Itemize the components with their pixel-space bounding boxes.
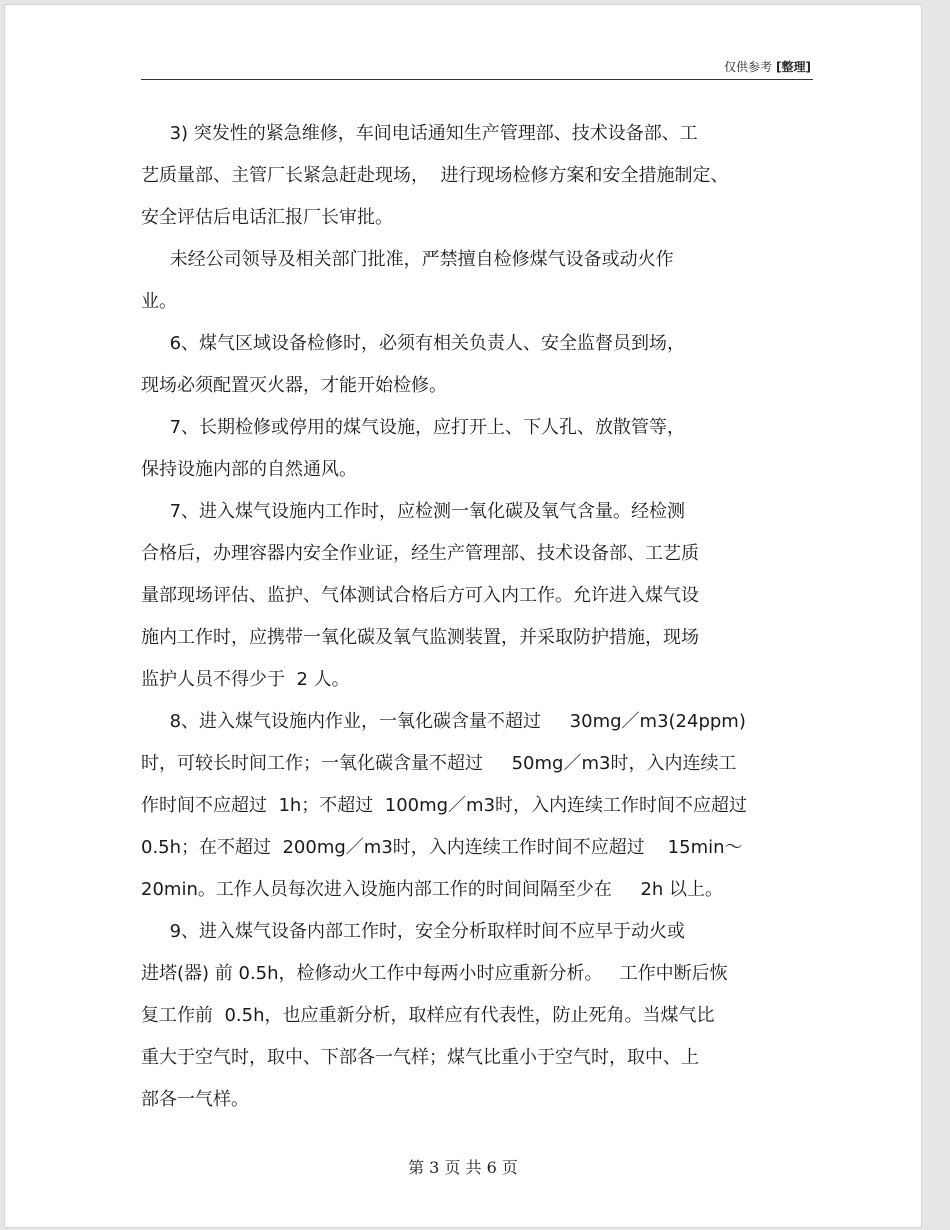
body-line: 部各一气样。 (141, 1089, 249, 1110)
body-line: 安全评估后电话汇报厂长审批。 (141, 207, 393, 228)
header-divider (141, 79, 813, 80)
header-tag: [整理] (776, 60, 811, 74)
page-number-footer: 第 3 页 共 6 页 (408, 1158, 518, 1177)
header-note (724, 58, 811, 75)
header-note-text: 仅供参考 (724, 60, 773, 74)
document-page (4, 4, 922, 1228)
body-line: 7、长期检修或停用的煤气设施，应打开上、下人孔、放散管等， (141, 417, 686, 438)
body-line: 时，可较长时间工作；一氧化碳含量不超过 50mg／m3时，入内连续工 (141, 753, 737, 774)
body-line: 量部现场评估、监护、气体测试合格后方可入内工作。允许进入煤气设 (141, 585, 699, 606)
body-line: 进塔(器) 前 0.5h，检修动火工作中每两小时应重新分析。 工作中断后恢 (141, 963, 728, 984)
body-line: 20min。工作人员每次进入设施内部工作的时间间隔至少在 2h 以上。 (141, 879, 724, 900)
body-line: 合格后，办理容器内安全作业证，经生产管理部、技术设备部、工艺质 (141, 543, 699, 564)
body-line: 7、进入煤气设施内工作时，应检测一氧化碳及氧气含量。经检测 (141, 501, 686, 522)
body-line: 监护人员不得少于 2 人。 (141, 669, 350, 690)
body-line: 保持设施内部的自然通风。 (141, 459, 357, 480)
body-line: 6、煤气区域设备检修时，必须有相关负责人、安全监督员到场， (141, 333, 686, 354)
body-line: 未经公司领导及相关部门批准，严禁擅自检修煤气设备或动火作 (141, 249, 674, 270)
body-line: 重大于空气时，取中、下部各一气样；煤气比重小于空气时，取中、上 (141, 1047, 699, 1068)
body-line: 8、进入煤气设施内作业，一氧化碳含量不超过 30mg／m3(24ppm) (141, 711, 746, 732)
body-line: 0.5h；在不超过 200mg／m3时，入内连续工作时间不应超过 15min～ (141, 837, 743, 858)
body-line: 作时间不应超过 1h；不超过 100mg／m3时，入内连续工作时间不应超过 (141, 795, 748, 816)
body-line: 9、进入煤气设备内部工作时，安全分析取样时间不应早于动火或 (141, 921, 686, 942)
body-line: 艺质量部、主管厂长紧急赶赴现场， 进行现场检修方案和安全措施制定、 (141, 165, 729, 186)
body-line: 施内工作时，应携带一氧化碳及氧气监测装置，并采取防护措施，现场 (141, 627, 699, 648)
body-line: 复工作前 0.5h，也应重新分析，取样应有代表性，防止死角。当煤气比 (141, 1005, 715, 1026)
body-line: 现场必须配置灭火器，才能开始检修。 (141, 375, 447, 396)
body-line: 3) 突发性的紧急维修，车间电话通知生产管理部、技术设备部、工 (141, 123, 698, 144)
body-line: 业。 (141, 291, 177, 312)
